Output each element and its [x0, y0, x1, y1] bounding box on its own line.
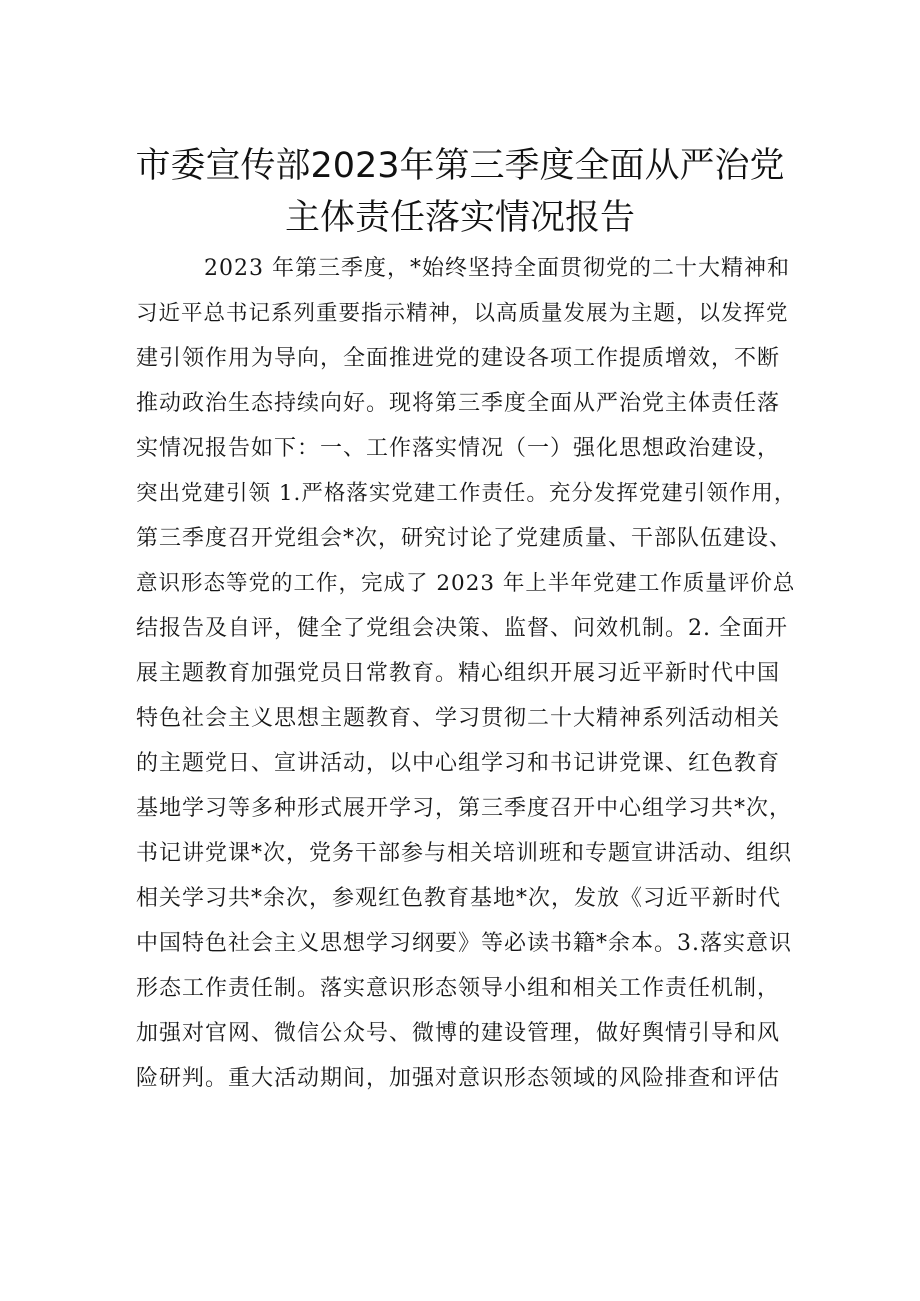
body-line: 书记讲党课*次，党务干部参与相关培训班和专题宣讲活动、组织: [136, 841, 793, 866]
body-line: 第三季度召开党组会*次，研究讨论了党建质量、干部队伍建设、: [136, 526, 793, 551]
body-line: 结报告及自评，健全了党组会决策、监督、问效机制。2. 全面开: [136, 616, 788, 641]
body-line: 建引领作用为导向，全面推进党的建设各项工作提质增效，不断: [136, 346, 781, 371]
body-line: 展主题教育加强党员日常教育。精心组织开展习近平新时代中国: [136, 661, 781, 686]
body-line: 基地学习等多种形式展开学习，第三季度召开中心组学习共*次，: [136, 796, 793, 821]
body-line: 相关学习共*余次，参观红色教育基地*次，发放《习近平新时代: [136, 886, 782, 911]
document-title-line-1: 市委宣传部2023年第三季度全面从严治党: [135, 146, 785, 186]
body-line: 2023 年第三季度，*始终坚持全面贯彻党的二十大精神和: [204, 256, 790, 281]
body-line: 特色社会主义思想主题教育、学习贯彻二十大精神系列活动相关: [136, 706, 781, 731]
body-line: 突出党建引领 1.严格落实党建工作责任。充分发挥党建引领作用，: [136, 481, 796, 506]
body-line: 习近平总书记系列重要指示精神，以高质量发展为主题，以发挥党: [136, 301, 789, 326]
body-line: 加强对官网、微信公众号、微博的建设管理，做好舆情引导和风: [136, 1021, 781, 1046]
body-line: 险研判。重大活动期间，加强对意识形态领域的风险排查和评估: [136, 1066, 781, 1091]
document-title-line-2: 主体责任落实情况报告: [284, 198, 635, 238]
body-line: 实情况报告如下：一、工作落实情况（一）强化思想政治建设，: [136, 436, 781, 461]
body-line: 意识形态等党的工作，完成了 2023 年上半年党建工作质量评价总: [136, 571, 796, 596]
body-line: 推动政治生态持续向好。现将第三季度全面从严治党主体责任落: [136, 391, 781, 416]
body-line: 的主题党日、宣讲活动，以中心组学习和书记讲党课、红色教育: [136, 751, 781, 776]
body-line: 形态工作责任制。落实意识形态领导小组和相关工作责任机制，: [136, 976, 781, 1001]
body-line: 中国特色社会主义思想学习纲要》等必读书籍*余本。3.落实意识: [136, 931, 792, 956]
